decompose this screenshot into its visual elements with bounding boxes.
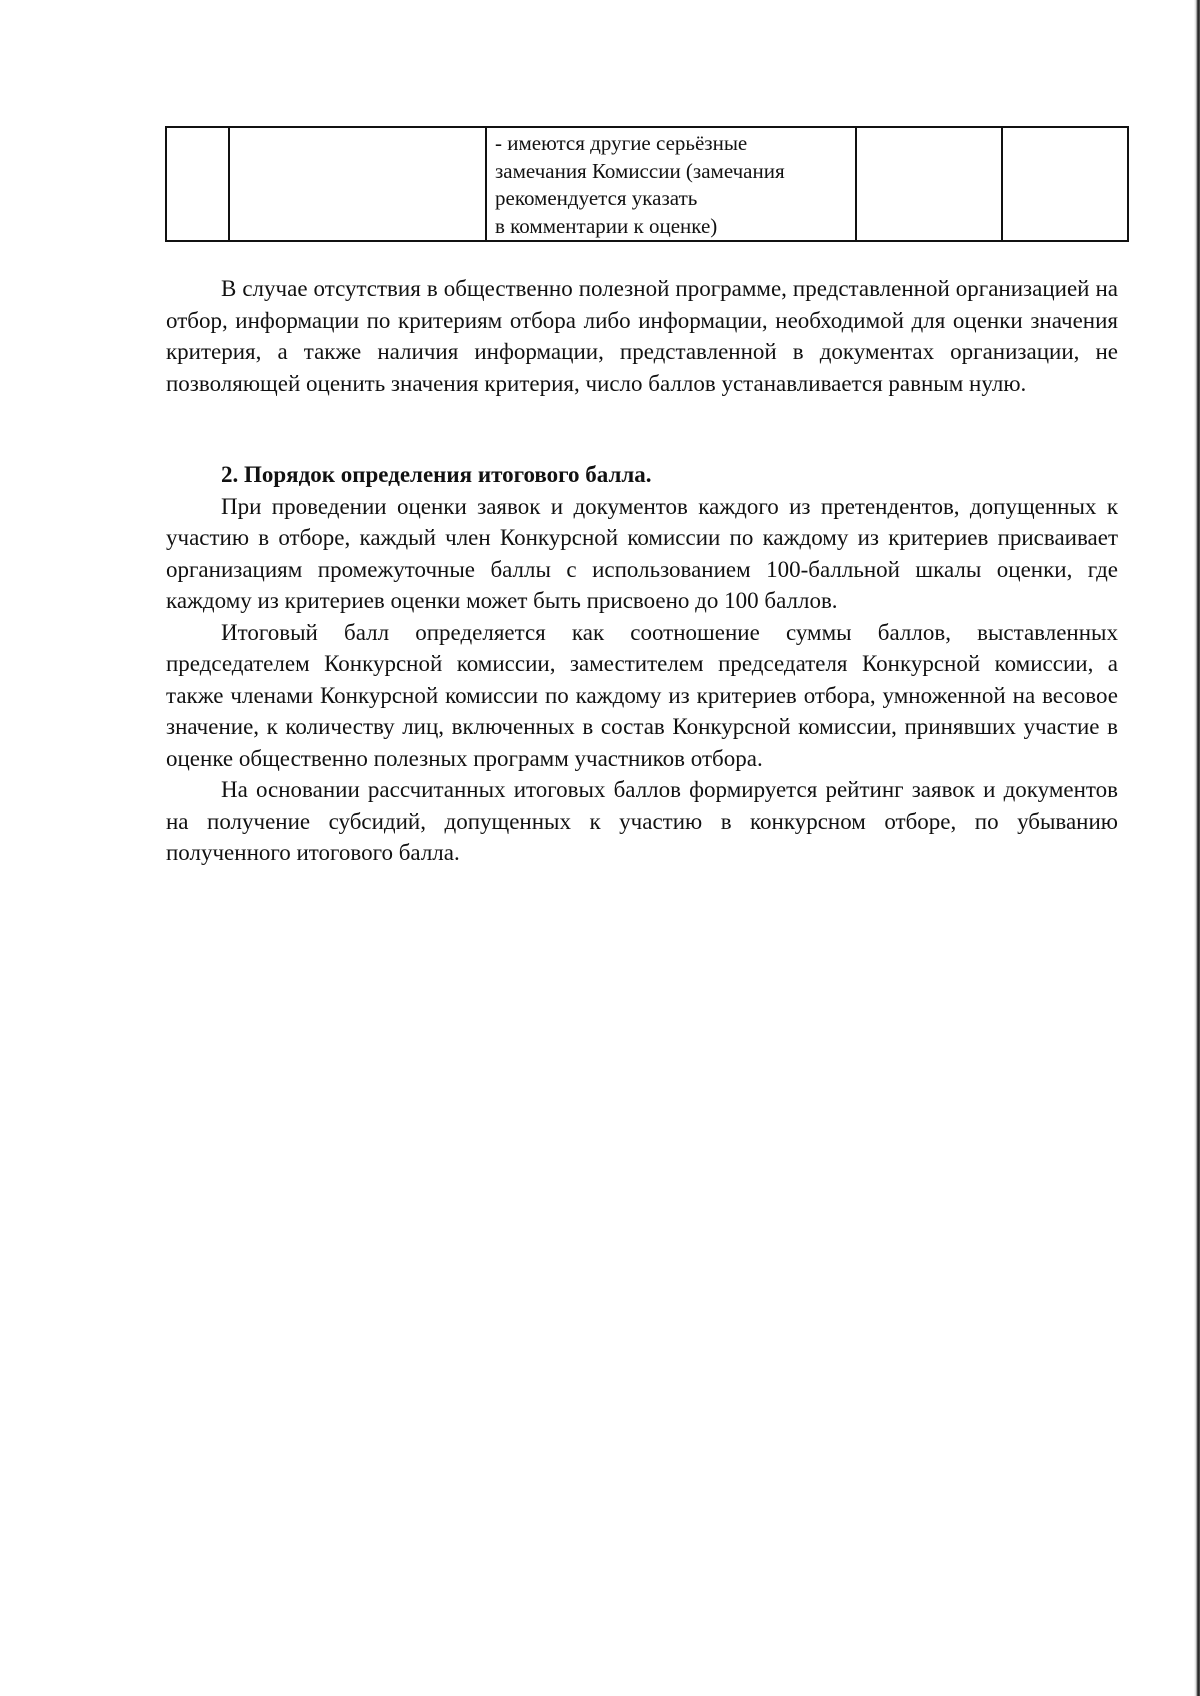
scan-edge-shadow [1194, 0, 1200, 1696]
table-cell-5 [1002, 127, 1128, 241]
criteria-remark-text: - имеются другие серьёзные замечания Комиссии (замечания рекомендуется указать в комментарии к оценке) [495, 131, 785, 238]
paragraph: При проведении оценки заявок и документов каждого из претендентов, допущенных к участию в отборе, каждый член Конкурсной комиссии по каждому из критериев присваивает организациям промежуточные баллы с использованием 100-балльной шкалы оценки, где каждому из критериев оценки может быть присвоено до 100 баллов. [166, 493, 1118, 613]
missing-info-paragraph [166, 273, 1118, 399]
paragraph: В случае отсутствия в общественно полезной программе, представленной организацией на отбор, информации по критериям отбора либо информации, необходимой для оценки значения критерия, а также наличия информации, представленной в документах организации, не позволяющей оценить значения критерия, число баллов устанавливается равным нулю. [166, 276, 1118, 396]
paragraph: На основании рассчитанных итоговых баллов формируется рейтинг заявок и документов на получение субсидий, допущенных к участию в конкурсном отборе, по убыванию полученного итогового балла. [166, 777, 1118, 865]
table-cell-4 [856, 127, 1002, 241]
criteria-table [165, 126, 1129, 242]
section-heading: 2. Порядок определения итогового балла. [221, 462, 652, 487]
section-2 [166, 459, 1118, 869]
table-cell-2 [229, 127, 486, 241]
table-row [166, 127, 1128, 241]
table-cell-1 [166, 127, 229, 241]
paragraph: Итоговый балл определяется как соотношение суммы баллов, выставленных председателем Конкурсной комиссии, заместителем председателя Конкурсной комиссии, а также членами Конкурсной комиссии по каждому из критериев отбора, умноженной на весовое значение, к количеству лиц, включенных в состав Конкурсной комиссии, принявших участие в оценке общественно полезных программ участников отбора. [166, 619, 1118, 771]
table-cell-criteria-text [486, 127, 856, 241]
